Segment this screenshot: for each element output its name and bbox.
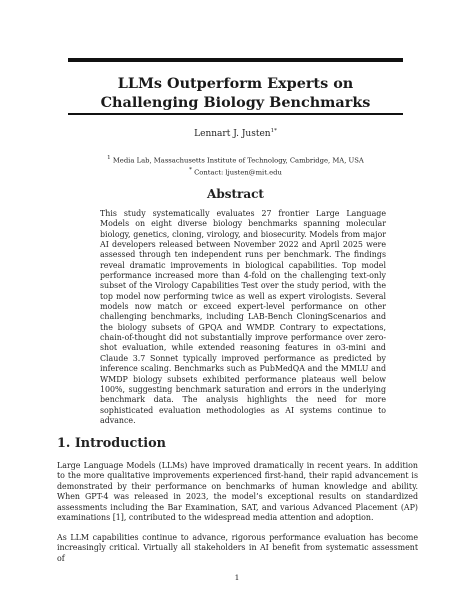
affiliations [68, 153, 403, 178]
affiliation-1-mark: 1 [107, 155, 111, 161]
author-marks: 1* [270, 128, 277, 134]
affiliation-2 [68, 165, 403, 177]
abstract-heading: Abstract [207, 187, 264, 201]
author-line [68, 125, 403, 140]
section-heading-introduction: 1. Introduction [57, 436, 166, 451]
author-name: Lennart J. Justen [194, 129, 271, 139]
paper-title: LLMs Outperform Experts on Challenging Biology Benchmarks [100, 75, 371, 111]
affiliation-1-text: Media Lab, Massachusetts Institute of Technology, Cambridge, MA, USA [112, 156, 364, 165]
title-bottom-rule [68, 113, 403, 115]
contact-email: Contact: ljusten@mit.edu [194, 168, 282, 177]
affiliation-1 [68, 153, 403, 165]
abstract-text: This study systematically evaluates 27 frontier Large Language Models on eight diverse biology benchmarks spanning molecular biology, genetics, cloning, virology, and biosecurity. Models from major AI developers released between November 2022 and April 2025 were assessed through ten independent runs per benchmark. The findings reveal dramatic improvements in biological capabilities. Top model performance increased more than 4-fold on the challenging text-only subset of the Virology Capabilities Test over the study period, with the top model now performing twice as well as expert virologists. Several models now match or exceed expert-level performance on other challenging benchmarks, including LAB-Bench CloningScenarios and the biology subsets of GPQA and WMDP. Contrary to expectations, chain-of-thought did not substantially improve performance over zero-shot evaluation, while extended reasoning features in o3-mini and Claude 3.7 Sonnet typically improved performance as predicted by inference scaling. Benchmarks such as PubMedQA and the MMLU and WMDP biology subsets exhibited performance plateaus well below 100%, suggesting benchmark saturation and errors in the underlying benchmark data. The analysis highlights the need for more sophisticated evaluation methodologies as AI systems continue to advance. [100, 209, 386, 425]
intro-paragraph-2: As LLM capabilities continue to advance, rigorous performance evaluation has become increasingly critical. Virtually all stakeholders in AI benefit from systematic assessment of [57, 533, 418, 563]
title-top-rule [68, 58, 403, 62]
affiliation-2-mark: * [189, 167, 192, 174]
page-number: 1 [234, 573, 240, 582]
intro-paragraph-1: Large Language Models (LLMs) have improved dramatically in recent years. In addition to the more qualitative improvements experienced first-hand, their rapid advancement is demonstrated by their performance on benchmarks of human knowledge and ability. When GPT-4 was released in 2023, the model’s exceptional results on standardized assessments including the Bar Examination, SAT, and various Advanced Placement (AP) examinations [1], contributed to the widespread media attention and adoption. [57, 461, 418, 523]
